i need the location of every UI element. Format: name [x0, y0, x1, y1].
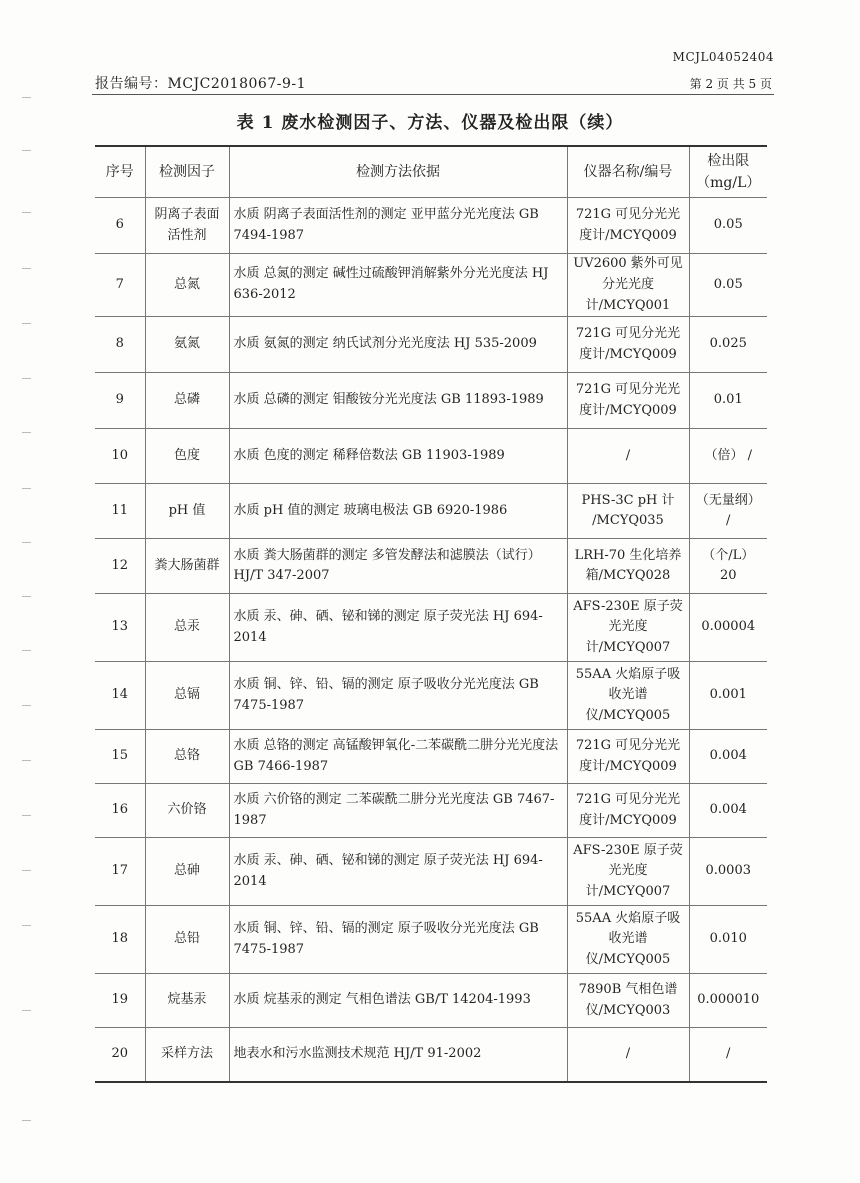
table-row: [95, 662, 767, 730]
table-row: [95, 906, 767, 974]
margin-tick: [22, 596, 31, 597]
table-row: [95, 539, 767, 594]
table-header-row: [95, 146, 767, 198]
instrument-id: 7890B 气相色谱仪/MCYQ003: [567, 974, 689, 1028]
document-code: MCJL04052404: [672, 50, 774, 64]
instrument-id: 55AA 火焰原子吸收光谱仪/MCYQ005: [567, 906, 689, 974]
detection-limit: 0.000010: [689, 974, 767, 1028]
margin-tick: [22, 705, 31, 706]
detection-factor: 总氮: [145, 254, 229, 317]
detection-factor: 总镉: [145, 662, 229, 730]
method-basis: 水质 六价铬的测定 二苯碳酰二肼分光光度法 GB 7467-1987: [229, 784, 567, 838]
header-limit: 检出限（mg/L）: [689, 146, 767, 198]
row-number: 6: [95, 198, 145, 254]
instrument-id: 721G 可见分光光度计/MCYQ009: [567, 198, 689, 254]
row-number: 16: [95, 784, 145, 838]
margin-tick: [22, 378, 31, 379]
detection-limit: /: [689, 1028, 767, 1082]
instrument-id: /: [567, 1028, 689, 1082]
detection-limit: （无量纲） /: [689, 484, 767, 539]
row-number: 20: [95, 1028, 145, 1082]
method-basis: 水质 铜、锌、铅、镉的测定 原子吸收分光光度法 GB 7475-1987: [229, 662, 567, 730]
row-number: 9: [95, 373, 145, 429]
table-row: [95, 730, 767, 784]
detection-limit: 0.001: [689, 662, 767, 730]
method-basis: 水质 氨氮的测定 纳氏试剂分光光度法 HJ 535-2009: [229, 317, 567, 373]
detection-methods-table: [95, 145, 767, 1083]
margin-tick: [22, 760, 31, 761]
method-basis: 水质 总磷的测定 钼酸铵分光光度法 GB 11893-1989: [229, 373, 567, 429]
detection-factor: 总汞: [145, 594, 229, 662]
row-number: 8: [95, 317, 145, 373]
detection-factor: 色度: [145, 429, 229, 484]
row-number: 14: [95, 662, 145, 730]
detection-factor: 采样方法: [145, 1028, 229, 1082]
method-basis: 水质 烷基汞的测定 气相色谱法 GB/T 14204-1993: [229, 974, 567, 1028]
table-row: [95, 784, 767, 838]
method-basis: 水质 汞、砷、硒、铋和锑的测定 原子荧光法 HJ 694-2014: [229, 594, 567, 662]
detection-factor: pH 值: [145, 484, 229, 539]
header-instrument: 仪器名称/编号: [567, 146, 689, 198]
detection-limit: 0.00004: [689, 594, 767, 662]
row-number: 13: [95, 594, 145, 662]
row-number: 7: [95, 254, 145, 317]
margin-tick: [22, 1010, 31, 1011]
margin-tick: [22, 323, 31, 324]
margin-tick: [22, 815, 31, 816]
table-row: [95, 317, 767, 373]
instrument-id: /: [567, 429, 689, 484]
detection-limit: （个/L） 20: [689, 539, 767, 594]
table-row: [95, 1028, 767, 1082]
method-basis: 地表水和污水监测技术规范 HJ/T 91-2002: [229, 1028, 567, 1082]
header-method: 检测方法依据: [229, 146, 567, 198]
margin-tick: [22, 650, 31, 651]
row-number: 15: [95, 730, 145, 784]
margin-tick: [22, 150, 31, 151]
method-basis: 水质 铜、锌、铅、镉的测定 原子吸收分光光度法 GB 7475-1987: [229, 906, 567, 974]
instrument-id: 55AA 火焰原子吸收光谱仪/MCYQ005: [567, 662, 689, 730]
table-row: [95, 373, 767, 429]
margin-tick: [22, 488, 31, 489]
table-row: [95, 974, 767, 1028]
method-basis: 水质 汞、砷、硒、铋和锑的测定 原子荧光法 HJ 694-2014: [229, 838, 567, 906]
page-indicator: 第 2 页 共 5 页: [689, 77, 772, 91]
detection-limit: 0.0003: [689, 838, 767, 906]
instrument-id: PHS-3C pH 计 /MCYQ035: [567, 484, 689, 539]
detection-limit: 0.004: [689, 730, 767, 784]
detection-factor: 总铅: [145, 906, 229, 974]
margin-tick: [22, 97, 31, 98]
instrument-id: 721G 可见分光光度计/MCYQ009: [567, 730, 689, 784]
row-number: 11: [95, 484, 145, 539]
table-row: [95, 594, 767, 662]
instrument-id: AFS-230E 原子荧光光度计/MCYQ007: [567, 594, 689, 662]
header-no: 序号: [95, 146, 145, 198]
detection-factor: 总砷: [145, 838, 229, 906]
detection-factor: 总铬: [145, 730, 229, 784]
method-basis: 水质 色度的测定 稀释倍数法 GB 11903-1989: [229, 429, 567, 484]
instrument-id: AFS-230E 原子荧光光度计/MCYQ007: [567, 838, 689, 906]
detection-factor: 阴离子表面活性剂: [145, 198, 229, 254]
table-row: [95, 254, 767, 317]
margin-tick: [22, 212, 31, 213]
margin-tick: [22, 542, 31, 543]
instrument-id: UV2600 紫外可见分光光度计/MCYQ001: [567, 254, 689, 317]
margin-tick: [22, 870, 31, 871]
table-row: [95, 198, 767, 254]
row-number: 17: [95, 838, 145, 906]
method-basis: 水质 pH 值的测定 玻璃电极法 GB 6920-1986: [229, 484, 567, 539]
detection-factor: 总磷: [145, 373, 229, 429]
detection-factor: 粪大肠菌群: [145, 539, 229, 594]
detection-limit: 0.004: [689, 784, 767, 838]
header-divider: [92, 94, 774, 95]
instrument-id: LRH-70 生化培养箱/MCYQ028: [567, 539, 689, 594]
method-basis: 水质 阴离子表面活性剂的测定 亚甲蓝分光光度法 GB 7494-1987: [229, 198, 567, 254]
detection-factor: 烷基汞: [145, 974, 229, 1028]
method-basis: 水质 粪大肠菌群的测定 多管发酵法和滤膜法（试行）HJ/T 347-2007: [229, 539, 567, 594]
table-title: 表 1 废水检测因子、方法、仪器及检出限（续）: [236, 113, 624, 133]
instrument-id: 721G 可见分光光度计/MCYQ009: [567, 373, 689, 429]
method-basis: 水质 总氮的测定 碱性过硫酸钾消解紫外分光光度法 HJ 636-2012: [229, 254, 567, 317]
instrument-id: 721G 可见分光光度计/MCYQ009: [567, 784, 689, 838]
report-number: 报告编号：MCJC2018067-9-1: [95, 76, 306, 92]
instrument-id: 721G 可见分光光度计/MCYQ009: [567, 317, 689, 373]
row-number: 19: [95, 974, 145, 1028]
detection-limit: （倍） /: [689, 429, 767, 484]
detection-limit: 0.05: [689, 254, 767, 317]
row-number: 12: [95, 539, 145, 594]
method-basis: 水质 总铬的测定 高锰酸钾氧化-二苯碳酰二肼分光光度法 GB 7466-1987: [229, 730, 567, 784]
detection-limit: 0.05: [689, 198, 767, 254]
row-number: 10: [95, 429, 145, 484]
margin-tick: [22, 268, 31, 269]
detection-limit: 0.010: [689, 906, 767, 974]
header-factor: 检测因子: [145, 146, 229, 198]
margin-tick: [22, 432, 31, 433]
margin-tick: [22, 1120, 31, 1121]
detection-limit: 0.01: [689, 373, 767, 429]
table-row: [95, 838, 767, 906]
table-row: [95, 484, 767, 539]
table-row: [95, 429, 767, 484]
margin-tick: [22, 925, 31, 926]
detection-factor: 六价铬: [145, 784, 229, 838]
row-number: 18: [95, 906, 145, 974]
detection-factor: 氨氮: [145, 317, 229, 373]
detection-limit: 0.025: [689, 317, 767, 373]
